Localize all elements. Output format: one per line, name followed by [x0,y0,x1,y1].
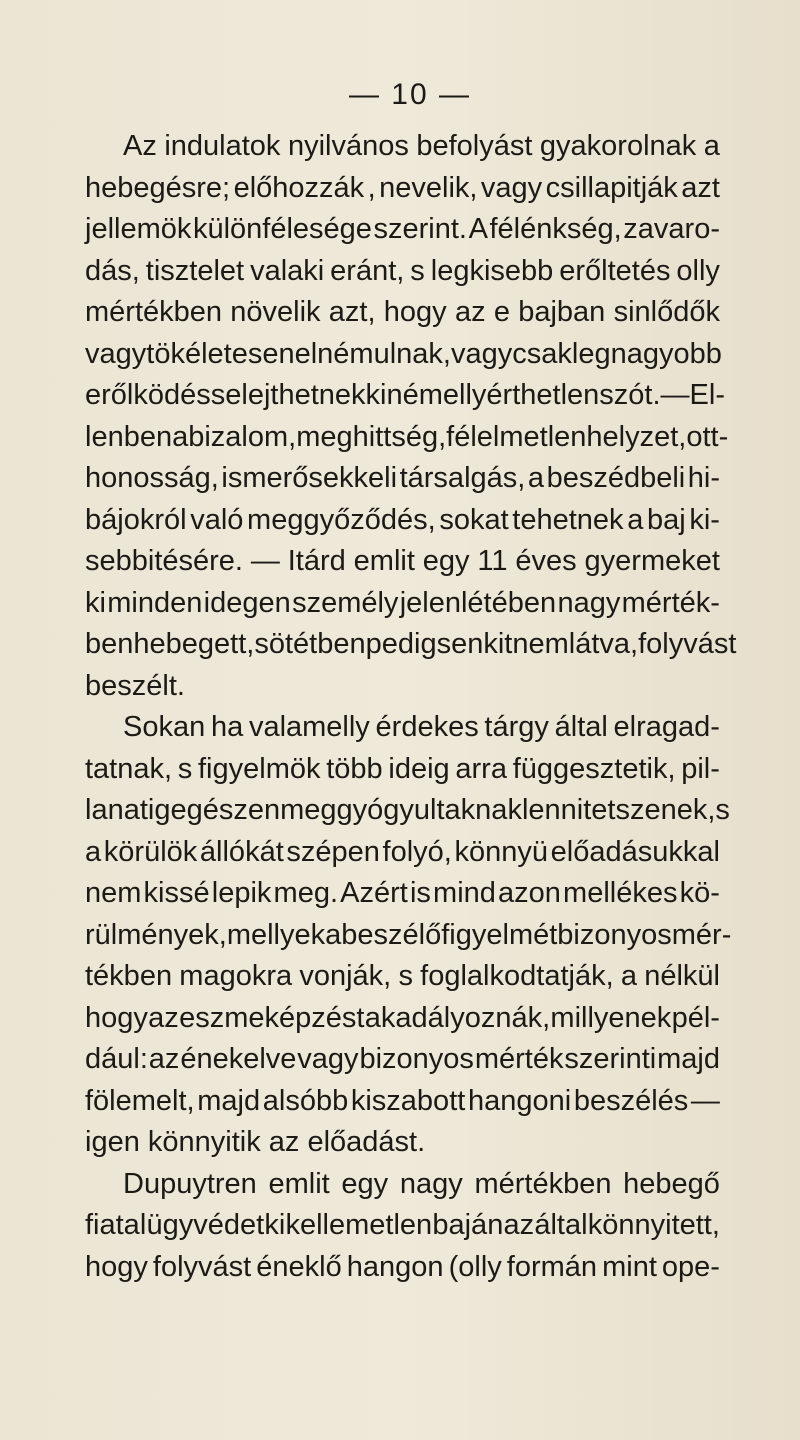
text-line: honosság, ismerősekkeli társalgás, a beszédbeli hi- [85,462,720,494]
text-line: dául: az énekelve vagy bizonyos mérték szerinti majd [85,1043,720,1075]
text-line: beszélt. [85,669,185,702]
text-line: fölemelt, majd alsóbb kiszabott hangoni beszélés — [85,1084,720,1117]
text-line: igen könnyitik az előadást. [85,1126,426,1158]
text-line: bájokról való meggyőződés, sokat tehetnek a baj ki- [85,503,720,536]
text-line: sebbitésére. — Itárd emlit egy 11 éves gyermeket [85,545,720,577]
text-line: hogy az eszmeképzést akadályoznák, millyenek pél- [85,1001,720,1034]
text-line: tékben magokra vonják, s foglalkodtatják, a nélkül [85,960,720,992]
text-line: fiatal ügyvédet ki kellemetlen baján az által könnyitett, [85,1209,720,1241]
text-line: ben hebegett, sötétben pedig senkit nem látva , folyvást [85,628,737,660]
text-line: Dupuytren emlit egy nagy mértékben hebegő [123,1167,720,1200]
text-line: mértékben növelik azt, hogy az e bajban sinlődők [85,296,720,328]
text-line: hebegésre; előhozzák , nevelik, vagy csillapitják azt [85,171,720,204]
text-line: jellemök különfélesége szerint. A félénkség, zavaro- [85,213,720,245]
body-text [85,126,737,1288]
text-line: erőlködéssel ejthetnek ki némelly érthetlen szót. — El- [85,379,725,411]
text-line: Sokan ha valamelly érdekes tárgy által elragad- [123,711,720,743]
text-line: tatnak, s figyelmök több ideig arra függesztetik, pil- [85,752,720,785]
text-line: Az indulatok nyilvános befolyást gyakorolnak a [123,130,720,162]
text-line: hogy folyvást éneklő hangon (olly formán mint ope- [85,1250,720,1283]
text-line: dás, tisztelet valaki eránt, s legkisebb erőltetés olly [85,254,720,287]
text-line: lenben a bizalom, meghittség, félelmetlen helyzet, ott- [85,420,729,453]
text-line: ki minden idegen személy jelenlétében nagy mérték- [85,586,720,619]
page-number: — 10 — [348,78,472,111]
text-line: vagy tökéletesen elnémulnak, vagy csak legnagyobb [85,337,722,370]
text-line: a körülök állókát szépen folyó, könnyü előadásukkal [85,835,720,868]
text-line: rülmények, mellyek a beszélő figyelmét bizonyos mér- [85,918,732,951]
text-line: nem kissé lepik meg. Azért is mind azon mellékes kö- [85,877,720,909]
text-line: lanatig egészen meggyógyultaknak lenni tetszenek, s [85,794,730,826]
